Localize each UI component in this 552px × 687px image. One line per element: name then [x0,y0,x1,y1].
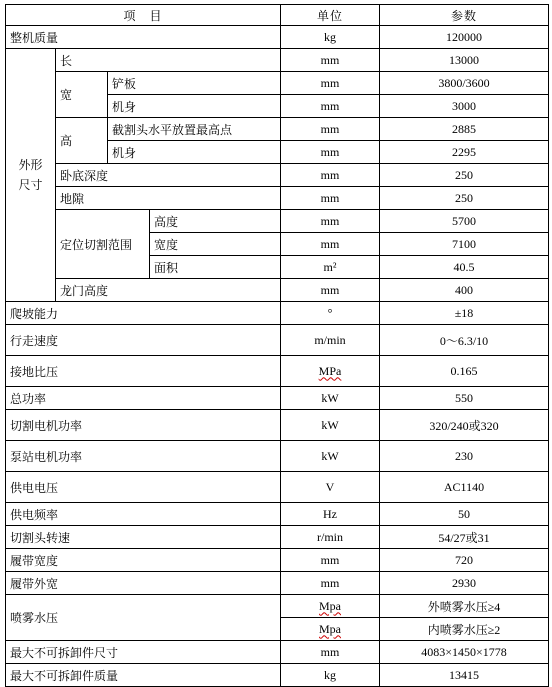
row-label: 卧底深度 [56,164,281,187]
row-label: 泵站电机功率 [6,441,281,472]
row-unit: mm [281,187,380,210]
table-row [6,279,549,302]
spec-table [5,4,549,687]
row-value: 2930 [380,572,549,595]
header-param: 参数 [380,5,549,26]
row-label: 定位切割范围 [56,210,150,279]
row-unit: mm [281,141,380,164]
row-unit: V [281,472,380,503]
row-label: 行走速度 [6,325,281,356]
row-value: 5700 [380,210,549,233]
row-value: 0～6.3/10 [380,325,549,356]
row-value: 250 [380,164,549,187]
row-unit: mm [281,49,380,72]
group-label-dimensions: 外形 尺寸 [6,49,56,302]
table-row [6,595,549,618]
unit-text: Mpa [319,598,342,613]
row-value: 120000 [380,26,549,49]
table-row [6,356,549,387]
table-row [6,49,549,72]
row-unit: mm [281,164,380,187]
row-sublabel: 宽度 [150,233,281,256]
row-label: 宽 [56,72,108,118]
row-label: 地隙 [56,187,281,210]
row-label: 供电电压 [6,472,281,503]
row-label: 喷雾水压 [6,595,281,641]
row-label: 切割头转速 [6,526,281,549]
row-value: 3800/3600 [380,72,549,95]
row-label: 最大不可拆卸件质量 [6,664,281,687]
row-value: 13415 [380,664,549,687]
header-unit: 单位 [281,5,380,26]
row-value: AC1140 [380,472,549,503]
table-row [6,410,549,441]
row-unit: kW [281,441,380,472]
row-value: ±18 [380,302,549,325]
row-sublabel: 机身 [108,95,281,118]
header-item: 项 目 [6,5,281,26]
row-value: 外喷雾水压≥4 [380,595,549,618]
row-label: 履带宽度 [6,549,281,572]
row-sublabel: 高度 [150,210,281,233]
row-value: 4083×1450×1778 [380,641,549,664]
row-label: 接地比压 [6,356,281,387]
row-unit: mm [281,641,380,664]
table-row [6,503,549,526]
table-row [6,572,549,595]
table-row [6,118,549,141]
row-label: 龙门高度 [56,279,281,302]
table-row [6,164,549,187]
row-unit [281,618,380,641]
row-unit: m² [281,256,380,279]
table-row [6,26,549,49]
table-row [6,325,549,356]
row-unit: mm [281,118,380,141]
row-unit: kW [281,410,380,441]
row-label: 最大不可拆卸件尺寸 [6,641,281,664]
row-unit: mm [281,549,380,572]
table-row [6,441,549,472]
row-unit: mm [281,279,380,302]
row-unit: kW [281,387,380,410]
row-value: 2885 [380,118,549,141]
row-label: 履带外宽 [6,572,281,595]
row-value: 230 [380,441,549,472]
row-value: 40.5 [380,256,549,279]
row-sublabel: 机身 [108,141,281,164]
row-sublabel: 面积 [150,256,281,279]
row-unit [281,356,380,387]
row-value: 0.165 [380,356,549,387]
row-value: 250 [380,187,549,210]
row-value: 50 [380,503,549,526]
row-label: 爬坡能力 [6,302,281,325]
unit-text: Mpa [319,621,342,636]
row-value: 550 [380,387,549,410]
row-unit: mm [281,572,380,595]
row-value: 内喷雾水压≥2 [380,618,549,641]
row-sublabel: 铲板 [108,72,281,95]
row-label: 切割电机功率 [6,410,281,441]
row-value: 2295 [380,141,549,164]
row-value: 320/240或320 [380,410,549,441]
row-value: 7100 [380,233,549,256]
row-unit: kg [281,26,380,49]
row-unit: mm [281,233,380,256]
row-unit: r/min [281,526,380,549]
row-unit [281,595,380,618]
row-unit: Hz [281,503,380,526]
table-row [6,387,549,410]
row-unit: ° [281,302,380,325]
row-value: 13000 [380,49,549,72]
row-value: 720 [380,549,549,572]
row-sublabel: 截割头水平放置最高点 [108,118,281,141]
row-label: 总功率 [6,387,281,410]
table-row [6,526,549,549]
row-label: 长 [56,49,281,72]
row-value: 3000 [380,95,549,118]
row-unit: mm [281,210,380,233]
row-unit: kg [281,664,380,687]
row-value: 400 [380,279,549,302]
row-unit: m/min [281,325,380,356]
table-row [6,302,549,325]
row-label: 高 [56,118,108,164]
row-label: 整机质量 [6,26,281,49]
row-unit: mm [281,72,380,95]
table-row [6,72,549,95]
header-row [6,5,549,26]
table-row [6,641,549,664]
table-row [6,210,549,233]
table-row [6,472,549,503]
table-row [6,187,549,210]
row-unit: mm [281,95,380,118]
row-label: 供电频率 [6,503,281,526]
unit-text: MPa [318,363,342,378]
table-row [6,549,549,572]
row-value: 54/27或31 [380,526,549,549]
